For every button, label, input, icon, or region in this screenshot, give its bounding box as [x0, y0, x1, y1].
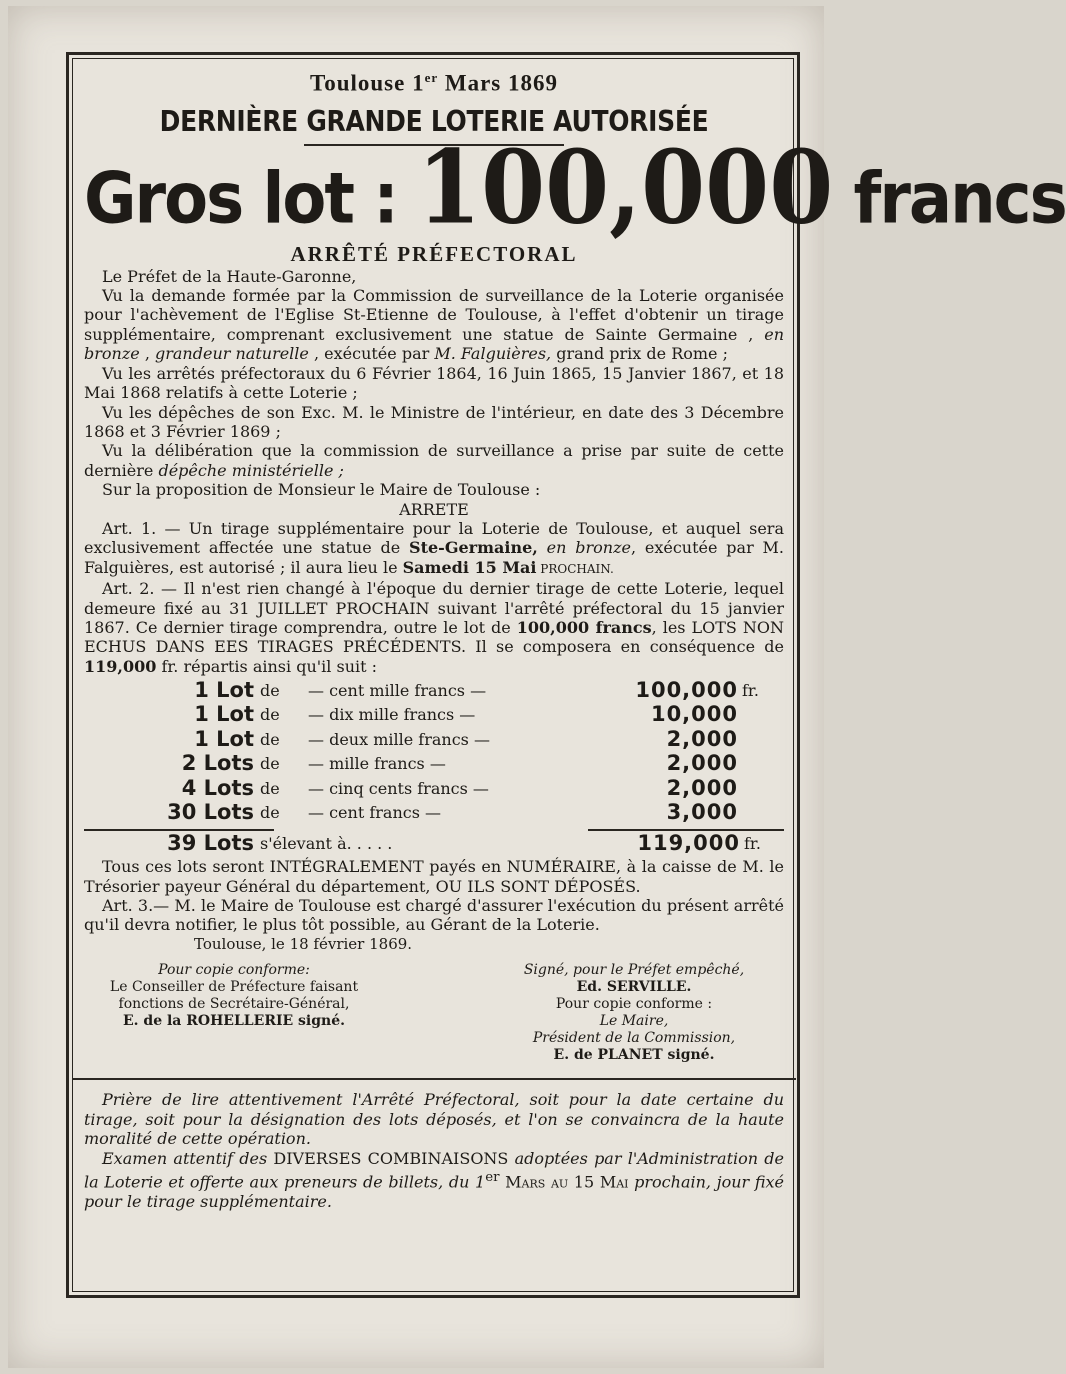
lot-desc: — dix mille francs —	[308, 705, 476, 725]
lot-de: de	[260, 754, 280, 774]
lot-amount: 100,000	[635, 677, 738, 702]
vu4-text: Vu la délibération que la commission de surveillance a prise par suite de cette dernière	[84, 441, 784, 480]
poster-subtitle: DERNIÈRE GRANDE LOTERIE AUTORISÉE	[159, 104, 709, 138]
art1-d: , exécutée par M. Falguières, est autorisé ; il aura lieu le	[84, 538, 785, 577]
art2-c: , les LOTS NON ECHUS DANS EES TIRAGES PRÉCÉDENTS. Il se composera en conséquence de	[84, 617, 784, 657]
vu4-italic: dépêche ministérielle ;	[158, 460, 344, 480]
art1-c: en bronze	[537, 538, 631, 558]
sig-right-line: Président de la Commission,	[532, 1030, 736, 1047]
lot-amount: 2,000	[666, 726, 738, 751]
lot-de: de	[260, 680, 280, 700]
lot-row	[84, 801, 784, 826]
art1-e: Samedi 15 Mai	[402, 557, 537, 577]
sig-right-line: Pour copie conforme :	[555, 996, 713, 1013]
n2-d: Mars au 15 Mai	[499, 1172, 629, 1192]
lot-desc: — cent mille francs —	[308, 680, 487, 700]
n2-a: Examen attentif des	[102, 1148, 274, 1168]
date-sup: er	[424, 70, 439, 85]
date-prefix: Toulouse 1	[309, 70, 425, 96]
title-right: francs	[833, 158, 1066, 240]
poster-content	[84, 64, 1066, 1212]
vu-paragraph-3: Vu les dépêches de son Exc. M. le Ministre de l'intérieur, en date des 3 Décembre 1868 et 3 Février 1869 ;	[84, 402, 784, 441]
lot-qty: 4 Lots	[181, 775, 254, 800]
total-label: s'élevant à. . . . .	[260, 834, 393, 854]
proposition-line: Sur la proposition de Monsieur le Maire de Toulouse :	[102, 480, 541, 500]
paid-paragraph: Tous ces lots seront INTÉGRALEMENT payés en NUMÉRAIRE, à la caisse de M. le Trésorier payeur Général du département, OU ILS SONT DÉPOSÉS.	[84, 857, 784, 896]
total-amount: 119,000	[637, 831, 740, 856]
art1-f: PROCHAIN.	[536, 561, 614, 576]
article-1	[84, 519, 784, 579]
lot-desc: — cinq cents francs —	[308, 778, 489, 798]
lot-de: de	[260, 729, 280, 749]
article-2	[84, 579, 784, 676]
lot-qty: 2 Lots	[181, 751, 254, 776]
sig-left-name: E. de la ROHELLERIE signé.	[122, 1013, 346, 1030]
lot-row	[84, 727, 784, 752]
vu-paragraph-2: Vu les arrêtés préfectoraux du 6 Février 1864, 16 Juin 1865, 15 Janvier 1867, et 18 Mai 1868 relatifs à cette Loterie ;	[84, 363, 784, 403]
title-amount: 100,000	[417, 127, 834, 247]
arrete-word: ARRETE	[399, 499, 469, 519]
vu1-italic-2: grandeur naturelle	[155, 344, 309, 364]
art2-d: 119,000	[84, 656, 157, 676]
lot-de: de	[260, 705, 280, 725]
lot-row	[84, 703, 784, 728]
total-unit: fr.	[744, 834, 761, 854]
date-suffix: Mars 1869	[438, 70, 559, 96]
lot-amount: 3,000	[666, 800, 738, 825]
signature-right	[484, 962, 784, 1064]
lot-desc: — deux mille francs —	[308, 729, 490, 749]
lot-row	[84, 776, 784, 801]
poster-date	[84, 64, 784, 98]
lot-row	[84, 752, 784, 777]
sig-right-name: Ed. SERVILLE.	[576, 979, 692, 996]
lot-desc: — mille francs —	[308, 754, 446, 774]
art1-a: Art. 1. — Un tirage supplémentaire pour la Loterie de Toulouse, et auquel sera exclusivement affectée une statue de	[84, 518, 784, 558]
decree-date: Toulouse, le 18 février 1869.	[194, 934, 413, 953]
n2-sup: er	[485, 1170, 500, 1186]
art2-a: Art. 2. — Il n'est rien changé à l'époque du dernier tirage de cette Loterie, lequel demeure fixé au 31 JUILLET PROCHAIN suivant l'arrêté préfectoral du 15 janvier 1867. Ce dernier tirage comprendra, outre le lot de	[84, 579, 784, 637]
title-left: Gros lot :	[84, 158, 418, 240]
vu-paragraph-4	[84, 441, 784, 480]
sig-right-line: Le Maire,	[599, 1013, 669, 1030]
arrete-heading: ARRÊTÉ PRÉFECTORAL	[290, 241, 578, 266]
article-3: Art. 3.— M. le Maire de Toulouse est chargé d'assurer l'exécution du présent arrêté qu'il devra notifier, le plus tôt possible, au Gérant de la Loterie.	[84, 896, 784, 935]
signatures	[84, 962, 784, 1064]
vu-paragraph-1	[84, 286, 784, 364]
lot-de: de	[260, 778, 280, 798]
lot-unit: fr.	[742, 680, 759, 700]
lot-amount: 10,000	[650, 702, 738, 727]
art1-b: Ste-Germaine,	[409, 538, 538, 558]
vu1-mid: ,	[139, 344, 155, 364]
n2-e: prochain, jour fixé pour le tirage supplémentaire.	[84, 1172, 785, 1212]
signature-left	[84, 962, 384, 1064]
vu1-tail: grand prix de Rome ;	[551, 344, 728, 364]
sig-left-line: Pour copie conforme:	[158, 962, 310, 979]
note-1: Prière de lire attentivement l'Arrêté Préfectoral, soit pour la date certaine du tirage, soit pour la désignation des lots déposés, et l'on se convaincra de la haute moralité de cette opération.	[84, 1090, 784, 1149]
vu1-italic-3: M. Falguières,	[434, 344, 552, 364]
lot-qty: 1 Lot	[194, 702, 254, 727]
sig-left-line: Le Conseiller de Préfecture faisant	[109, 979, 359, 996]
note-2	[84, 1149, 784, 1212]
n2-c: adoptées par l'Administration de la Loterie et offerte aux preneurs de billets, du 1	[84, 1148, 784, 1192]
vu1-end: , exécutée par	[308, 344, 435, 364]
total-row	[84, 831, 784, 857]
lot-de: de	[260, 803, 280, 823]
vu1-text: Vu la demande formée par la Commission de surveillance de la Loterie organisée pour l'achèvement de l'Eglise St-Etienne de Toulouse, à l'effet d'obtenir un tirage supplémentaire, comprenant exclusivement une statue de Sainte Germaine ,	[84, 286, 784, 344]
gros-lot-title	[84, 127, 1066, 247]
sig-right-name: E. de PLANET signé.	[553, 1047, 715, 1064]
n2-b: DIVERSES COMBINAISONS	[273, 1148, 509, 1168]
total-qty: 39 Lots	[167, 831, 254, 856]
art2-e: fr. répartis ainsi qu'il suit :	[156, 656, 378, 676]
notes-divider	[72, 1078, 796, 1080]
lot-qty: 30 Lots	[167, 800, 254, 825]
lot-amount: 2,000	[666, 751, 738, 776]
lot-desc: — cent francs —	[308, 803, 442, 823]
vu1-italic-1: en bronze	[84, 324, 784, 364]
prefet-line: Le Préfet de la Haute-Garonne,	[102, 266, 357, 286]
lot-amount: 2,000	[666, 775, 738, 800]
lots-table	[84, 678, 784, 825]
art2-b: 100,000 francs	[516, 617, 652, 637]
lot-qty: 1 Lot	[194, 677, 254, 702]
lot-row	[84, 678, 784, 703]
sig-right-line: Signé, pour le Préfet empêché,	[523, 962, 745, 979]
sig-left-line: fonctions de Secrétaire-Général,	[118, 996, 350, 1013]
lot-qty: 1 Lot	[194, 726, 254, 751]
